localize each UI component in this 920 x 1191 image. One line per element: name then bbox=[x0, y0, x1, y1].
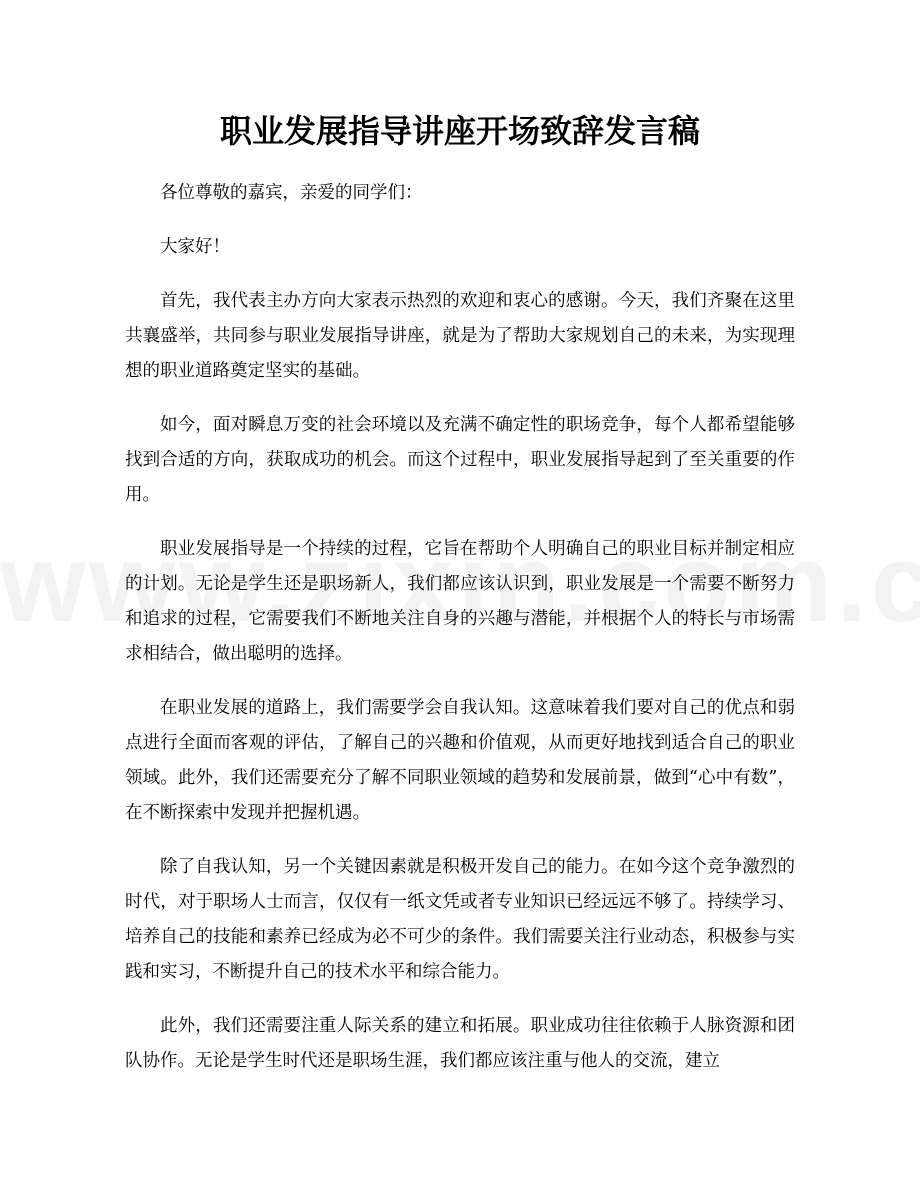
document-body bbox=[125, 176, 795, 1098]
body-paragraph: 如今，面对瞬息万变的社会环境以及充满不确定性的职场竞争，每个人都希望能够找到合适的方向，获取成功的机会。而这个过程中，职业发展指导起到了至关重要的作用。 bbox=[125, 415, 795, 505]
body-paragraph: 职业发展指导是一个持续的过程，它旨在帮助个人明确自己的职业目标并制定相应的计划。无论是学生还是职场新人，我们都应该认识到，职业发展是一个需要不断努力和追求的过程，它需要我们不断地关注自身的兴趣与潜能，并根据个人的特长与市场需求相结合，做出聪明的选择。 bbox=[125, 539, 795, 664]
body-paragraph: 除了自我认知，另一个关键因素就是积极开发自己的能力。在如今这个竞争激烈的时代，对于职场人士而言，仅仅有一纸文凭或者专业知识已经远远不够了。持续学习、培养自己的技能和素养已经成为必不可少的条件。我们需要关注行业动态，积极参与实践和实习，不断提升自己的技术水平和综合能力。 bbox=[125, 857, 795, 982]
document-title: 职业发展指导讲座开场致辞发言稿 bbox=[219, 112, 700, 150]
body-paragraph: 首先，我代表主办方向大家表示热烈的欢迎和衷心的感谢。今天，我们齐聚在这里共襄盛举，共同参与职业发展指导讲座，就是为了帮助大家规划自己的未来，为实现理想的职业道路奠定坚实的基础。 bbox=[125, 291, 795, 381]
body-paragraph: 此外，我们还需要注重人际关系的建立和拓展。职业成功往往依赖于人脉资源和团队协作。无论是学生时代还是职场生涯，我们都应该注重与他人的交流，建立 bbox=[125, 1016, 795, 1071]
greeting: 大家好！ bbox=[160, 237, 230, 257]
salutation: 各位尊敬的嘉宾，亲爱的同学们： bbox=[160, 183, 423, 203]
body-paragraph: 在职业发展的道路上，我们需要学会自我认知。这意味着我们要对自己的优点和弱点进行全面而客观的评估，了解自己的兴趣和价值观，从而更好地找到适合自己的职业领域。此外，我们还需要充分了解不同职业领域的趋势和发展前景，做到“心中有数”，在不断探索中发现并把握机遇。 bbox=[125, 698, 795, 823]
